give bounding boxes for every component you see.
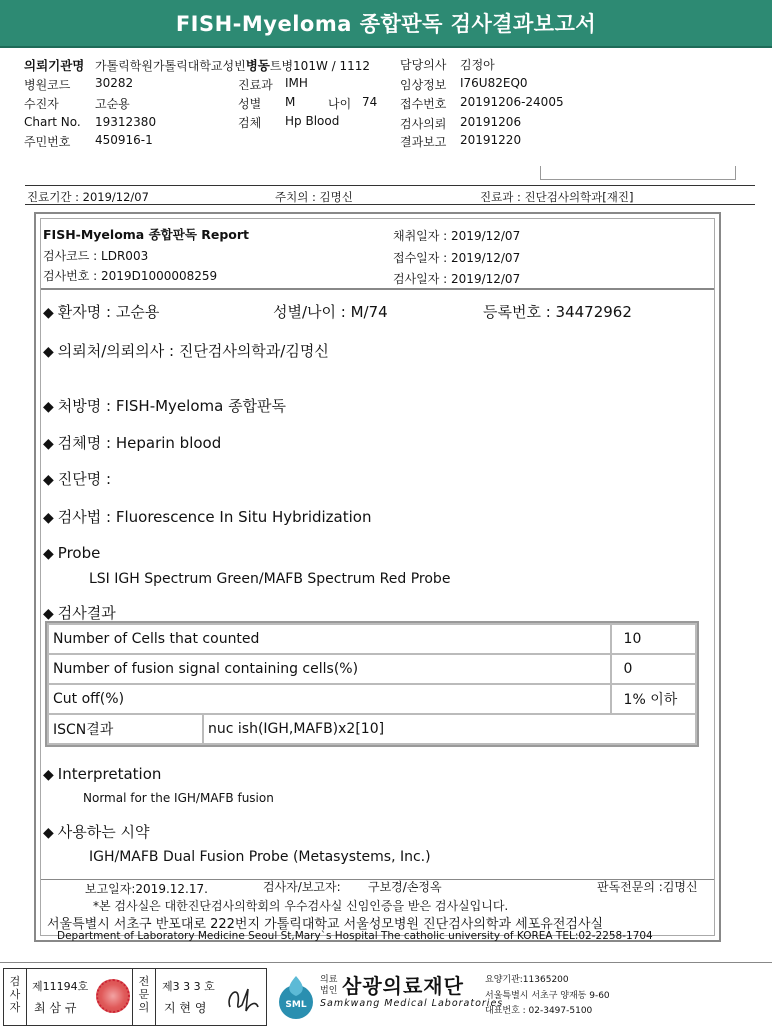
method-line: ◆ 검사법 : Fluorescence In Situ Hybridization [43, 508, 372, 526]
address-kr: 서울특별시 서초구 반포대로 222번지 가톨릭대학교 서울성모병원 진단검사의학과 세포유전검사실 [47, 917, 604, 932]
visit-period: 진료기간 : 2019/12/07 [27, 190, 149, 204]
sex-label: 성별 [238, 97, 262, 111]
report-body [40, 218, 715, 942]
result-label: Cut off(%) [48, 684, 611, 714]
report-title: FISH-Myeloma 종합판독 검사결과보고서 [175, 12, 597, 36]
org-name-en: Samkwang Medical Laboratories [320, 998, 504, 1009]
tester-vertical-label: 검사자 [9, 975, 21, 1014]
test-number: 검사번호 : 2019D1000008259 [43, 269, 218, 283]
diamond-icon: ◆ [43, 399, 54, 415]
report-title-bar [0, 0, 772, 48]
referral-line: ◆ 의뢰처/의뢰의사 : 진단검사의학과/김명신 [43, 342, 329, 360]
certification-note: *본 검사실은 대한진단검사의학회의 우수검사실 신임인증을 받은 검사실입니다. [93, 899, 509, 913]
diamond-icon: ◆ [43, 472, 54, 488]
result-value: 10 [611, 624, 696, 654]
result-heading: ◆ 검사결과 [43, 604, 116, 622]
tester-license: 제11194호 [32, 980, 89, 993]
patient-label: 수진자 [24, 97, 59, 111]
report-date-label: 결과보고 [400, 135, 447, 149]
test-code: 검사코드 : LDR003 [43, 249, 149, 263]
result-value: 1% 이하 [611, 684, 696, 714]
doctor-value: 김정아 [460, 58, 495, 72]
table-row [48, 714, 696, 744]
address-en: Department of Laboratory Medicine Seoul St,Mary`s Hospital The catholic university of KOREA TEL:02-2258-1704 [57, 930, 653, 942]
specialist: 판독전문의 :김명신 [597, 880, 698, 894]
reagent-text: IGH/MAFB Dual Fusion Probe (Metasystems, Inc.) [89, 849, 431, 865]
diamond-icon: ◆ [43, 344, 54, 360]
report-frame [34, 212, 721, 942]
request-value: 20191206 [460, 115, 522, 129]
patient-reg-no: 등록번호 : 34472962 [483, 303, 632, 321]
diamond-icon: ◆ [43, 767, 54, 783]
patient-sex-age: 성별/나이 : M/74 [273, 303, 388, 321]
divider [155, 969, 156, 1025]
doctor-label: 담당의사 [400, 58, 447, 72]
logo-text: SML [285, 1000, 307, 1010]
report-date: 보고일자:2019.12.17. [85, 882, 208, 896]
interpretation-text: Normal for the IGH/MAFB fusion [83, 791, 274, 805]
visit-department: 진료과 : 진단검사의학과[재진] [480, 190, 634, 204]
org-phone: 대표번호 : 02-3497-5100 [485, 1006, 593, 1016]
report-date-value: 20191220 [460, 133, 522, 147]
hospital-code-value: 30282 [95, 76, 134, 90]
org-name: 삼광의료재단 [342, 974, 464, 998]
divider [26, 969, 27, 1025]
tester-name: 최 삼 규 [34, 1001, 77, 1015]
accession-label: 접수번호 [400, 97, 447, 111]
header-divider [540, 166, 736, 180]
collected-date: 채취일자 : 2019/12/07 [393, 229, 521, 243]
dept-label: 진료과 [238, 78, 273, 92]
chart-value: 19312380 [95, 115, 157, 129]
specimen-line: ◆ 검체명 : Heparin blood [43, 434, 222, 452]
diamond-icon: ◆ [43, 825, 54, 841]
iscn-label: ISCN결과 [48, 714, 203, 744]
probe-heading: ◆ Probe [43, 544, 101, 562]
seal-icon [96, 979, 130, 1013]
table-row [48, 684, 696, 714]
specimen-label: 검체 [238, 116, 262, 130]
clinical-value: I76U82EQ0 [460, 76, 528, 90]
visit-meta-row [25, 185, 755, 205]
request-label: 검사의뢰 [400, 117, 447, 131]
diamond-icon: ◆ [43, 436, 54, 452]
diamond-icon: ◆ [43, 546, 54, 562]
table-row [48, 624, 696, 654]
org-address: 서울특별시 서초구 양재동 9-60 [485, 991, 610, 1001]
testers: 구보경/손정옥 [368, 880, 442, 894]
tested-date: 검사일자 : 2019/12/07 [393, 272, 521, 286]
diagnosis-line: ◆ 진단명 : [43, 470, 112, 488]
patient-value: 고순용 [95, 97, 130, 111]
page-bottom-divider [0, 962, 772, 963]
report-divider [41, 288, 714, 290]
specialist-name: 지 현 영 [164, 1001, 207, 1015]
sml-logo-icon [275, 972, 317, 1022]
divider [132, 969, 133, 1025]
probe-text: LSI IGH Spectrum Green/MAFB Spectrum Red Probe [89, 571, 451, 587]
table-row [48, 654, 696, 684]
chart-label: Chart No. [24, 115, 81, 129]
specimen-value: Hp Blood [285, 114, 340, 128]
result-label: Number of fusion signal containing cells(%) [48, 654, 611, 684]
org-code: 요양기관:11365200 [485, 975, 569, 985]
diamond-icon: ◆ [43, 510, 54, 526]
resident-value: 450916-1 [95, 133, 153, 147]
dept-value: IMH [285, 76, 308, 90]
result-value: 0 [611, 654, 696, 684]
testers-label: 검사자/보고자: [263, 880, 341, 894]
age-label: 나이 [328, 97, 352, 111]
result-label: Number of Cells that counted [48, 624, 611, 654]
received-date: 접수일자 : 2019/12/07 [393, 251, 521, 265]
prescription-line: ◆ 처방명 : FISH-Myeloma 종합판독 [43, 397, 287, 415]
resident-label: 주민번호 [24, 135, 71, 149]
accession-value: 20191206-24005 [460, 95, 564, 109]
institution-field: 의뢰기관명 [24, 58, 85, 73]
patient-name: ◆ 환자명 : 고순용 [43, 303, 160, 321]
diamond-icon: ◆ [43, 606, 54, 622]
sex-value: M [285, 95, 296, 109]
specialist-vertical-label: 전문의 [138, 975, 150, 1014]
age-value: 74 [362, 95, 378, 109]
report-heading: FISH-Myeloma 종합판독 Report [43, 227, 250, 242]
signature-box [3, 968, 267, 1026]
reagent-heading: ◆ 사용하는 시약 [43, 823, 150, 841]
result-table [47, 623, 697, 745]
org-prefix: 의료 법인 [320, 975, 338, 996]
diamond-icon: ◆ [43, 305, 54, 321]
specialist-license: 제3 3 3 호 [162, 980, 215, 993]
signature-icon [222, 977, 264, 1017]
attending-physician: 주치의 : 김명신 [275, 190, 353, 204]
iscn-value: nuc ish(IGH,MAFB)x2[10] [203, 714, 696, 744]
hospital-code-label: 병원코드 [24, 78, 71, 92]
clinical-label: 임상정보 [400, 78, 447, 92]
interpretation-heading: ◆ Interpretation [43, 765, 162, 783]
institution-value: 가톨릭학원가톨릭대학교성빈병동트병101W / 1112 [95, 58, 371, 73]
